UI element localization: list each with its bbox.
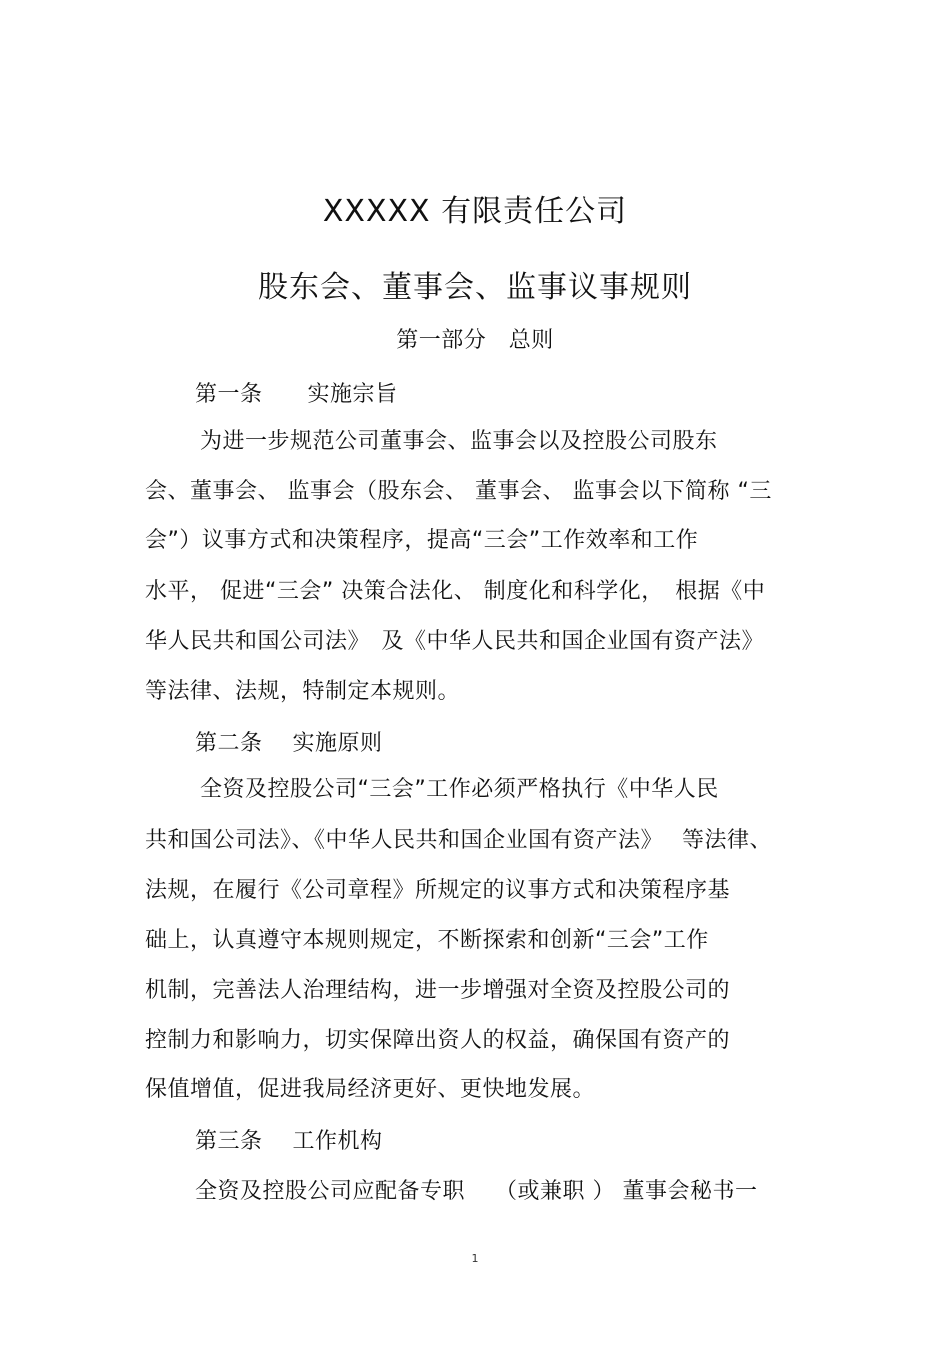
article-heading: 第一条 实施宗旨 <box>195 382 398 407</box>
paragraph-line: 础上，认真遵守本规则规定，不断探索和创新“三会”工作 <box>145 928 709 953</box>
paragraph-line: 共和国公司法》、《中华人民共和国企业国有资产法》 等法律、 <box>145 828 772 853</box>
paragraph-line: 会”）议事方式和决策程序，提高“三会”工作效率和工作 <box>145 528 699 553</box>
page-number: 1 <box>471 1252 479 1265</box>
paragraph-line: 法规，在履行《公司章程》所规定的议事方式和决策程序基 <box>145 878 731 903</box>
article-heading: 第二条 实施原则 <box>195 731 383 756</box>
part-heading: 第一部分 总则 <box>396 328 554 353</box>
paragraph-line: 全资及控股公司应配备专职 （或兼职 ） 董事会秘书一 <box>195 1179 758 1204</box>
paragraph-line: 全资及控股公司“三会”工作必须严格执行《中华人民 <box>200 777 719 802</box>
article-heading: 第三条 工作机构 <box>195 1129 383 1154</box>
document-subtitle: 股东会、董事会、监事议事规则 <box>258 270 692 305</box>
paragraph-line: 等法律、法规，特制定本规则。 <box>145 679 461 704</box>
paragraph-line: 机制，完善法人治理结构，进一步增强对全资及控股公司的 <box>145 978 731 1003</box>
paragraph-line: 保值增值，促进我局经济更好、更快地发展。 <box>145 1077 596 1102</box>
document-title: XXXXX 有限责任公司 <box>322 194 628 229</box>
paragraph-line: 为进一步规范公司董事会、监事会以及控股公司股东 <box>200 429 718 454</box>
paragraph-line: 水平， 促进“三会” 决策合法化、 制度化和科学化， 根据《中 <box>145 579 766 604</box>
paragraph-line: 华人民共和国公司法》 及《中华人民共和国企业国有资产法》 <box>145 629 765 654</box>
paragraph-line: 会、董事会、 监事会（股东会、 董事会、 监事会以下简称 “三 <box>145 479 772 504</box>
paragraph-line: 控制力和影响力，切实保障出资人的权益，确保国有资产的 <box>145 1028 731 1053</box>
